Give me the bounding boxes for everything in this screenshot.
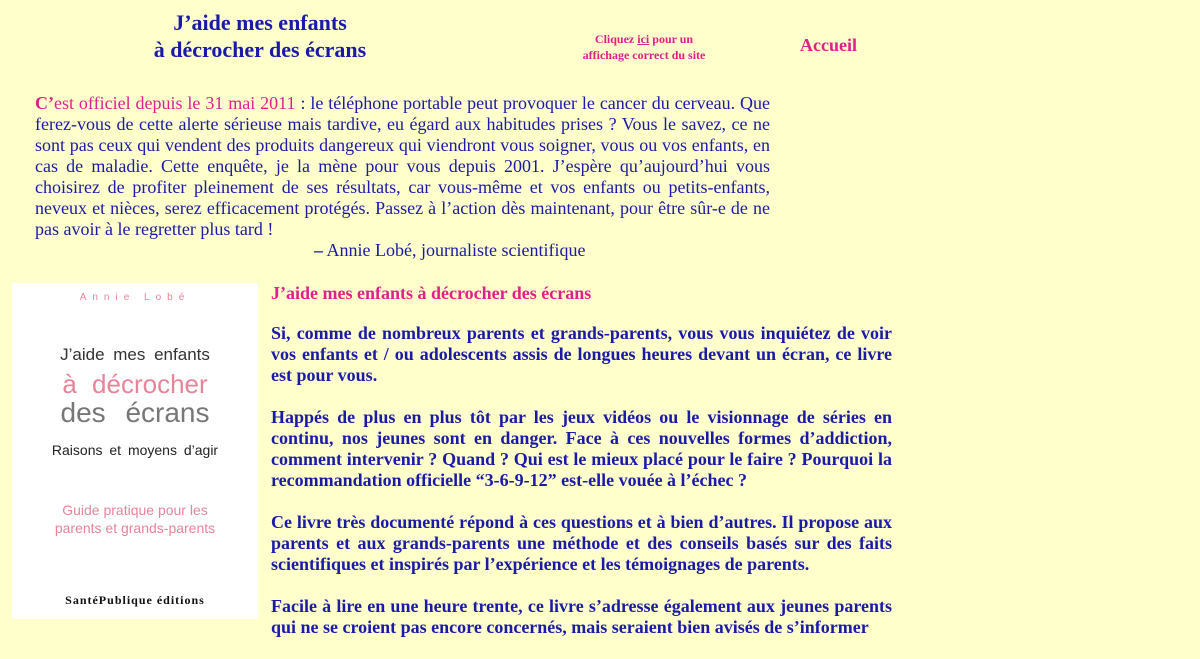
correct-display-link[interactable]: ici (637, 32, 650, 46)
book-paragraph: Facile à lire en une heure trente, ce livre s’adresse également aux jeunes parents qui ne se croient pas encore concernés, mais seraient bien avisés de s’informer (271, 596, 892, 637)
intro-drop-cap: C’ (35, 93, 54, 113)
book-description (271, 323, 892, 659)
cover-subtitle: Raisons et moyens d’agir (51, 442, 219, 458)
cover-title-line-3: des écrans (60, 397, 210, 428)
correct-display-notice (560, 31, 728, 63)
signature-dash: – (314, 240, 323, 260)
correct-display-prefix: Cliquez (594, 32, 638, 46)
cover-title-line-1: J’aide mes enfants (60, 345, 210, 364)
author-signature (314, 240, 585, 261)
cover-publisher: SantéPublique éditions (65, 593, 205, 607)
book-paragraph: Ce livre très documenté répond à ces questions et à bien d’autres. Il propose aux parents et aux grands-parents une méthode et des conseils basés sur des faits scientifiques et inspirés par l’expérience et les témoignages de parents. (271, 512, 892, 574)
intro-paragraph (35, 93, 770, 240)
site-title (120, 9, 400, 63)
cover-guide-line-2: parents et grands-parents (54, 520, 216, 536)
intro-body: : le téléphone portable peut provoquer le cancer du cerveau. Que ferez-vous de cette alerte sérieuse mais tardive, eu égard aux habitudes prises ? Vous le savez, ce ne sont pas ceux qui vendent des produits dangereux qui viendront vous soigner, vous ou vos enfants, en cas de maladie. Cette enquête, je la mène pour vous depuis 2001. J’espère qu’aujourd’hui vous choisirez de profiter pleinement de ses résultats, car vous-même et vos enfants ou petits-enfants, neveux et nièces, serez efficacement protégés. Passez à l’action dès maintenant, pour être sûr-e de ne pas avoir à le regretter plus tard ! (35, 93, 770, 239)
cover-guide-line-1: Guide pratique pour les (62, 502, 208, 518)
site-title-line-2: à décrocher des écrans (153, 37, 367, 62)
signature-text: Annie Lobé, journaliste scientifique (323, 240, 586, 260)
home-link[interactable]: Accueil (800, 35, 857, 55)
cover-guide-text (36, 501, 234, 537)
book-paragraph: Happés de plus en plus tôt par les jeux vidéos ou le visionnage de séries en continu, nos jeunes sont en danger. Face à ces nouvelles formes d’addiction, comment intervenir ? Quand ? Qui est le mieux placé pour le faire ? Pourquoi la recommandation officielle “3-6-9-12” est-elle vouée à l’échec ? (271, 407, 892, 490)
book-heading: J’aide mes enfants à décrocher des écrans (271, 283, 592, 303)
cover-author: Annie Lobé (79, 292, 191, 303)
cover-title-line-2: à décrocher (62, 369, 208, 399)
book-paragraph: Si, comme de nombreux parents et grands-parents, vous vous inquiétez de voir vos enfants et / ou adolescents assis de longues heures devant un écran, ce livre est pour vous. (271, 323, 892, 385)
intro-highlight: est officiel depuis le 31 mai 2011 (54, 93, 296, 113)
correct-display-suffix: pour un (649, 32, 694, 46)
correct-display-line-2: affichage correct du site (582, 48, 706, 62)
site-title-line-1: J’aide mes enfants (173, 10, 347, 35)
book-cover-image[interactable] (12, 283, 258, 619)
